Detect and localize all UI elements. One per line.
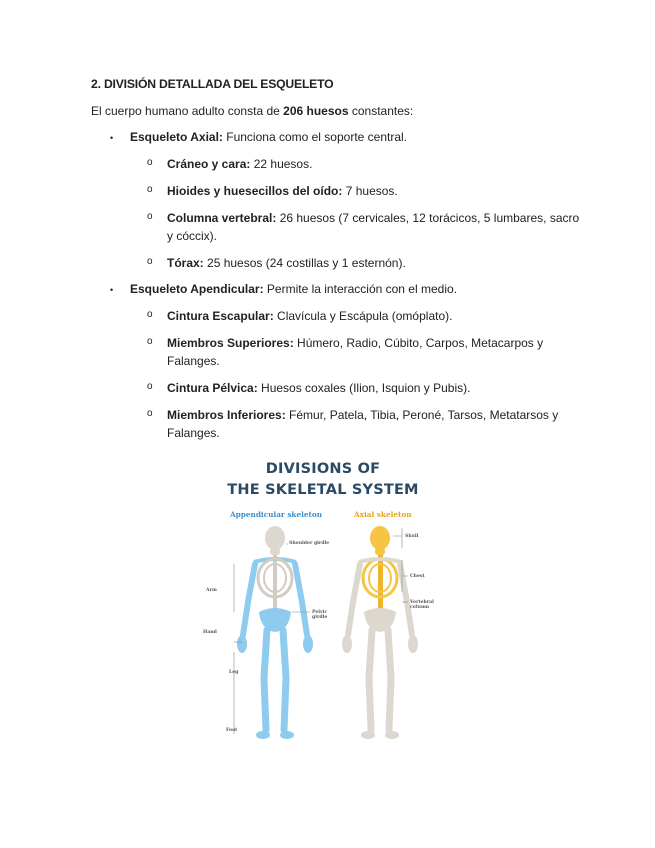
list-item-torax bbox=[167, 254, 587, 272]
item-label: Cráneo y cara: bbox=[167, 157, 251, 171]
item-label: Cintura Pélvica: bbox=[167, 381, 258, 395]
figure-title-line2: THE SKELETAL SYSTEM bbox=[227, 482, 419, 498]
item-label: Miembros Inferiores: bbox=[167, 408, 286, 422]
list-item-axial bbox=[130, 128, 600, 146]
section-heading: 2. DIVISIÓN DETALLADA DEL ESQUELETO bbox=[91, 77, 334, 91]
item-text: Funciona como el soporte central. bbox=[222, 130, 408, 144]
list-item-hioides bbox=[167, 182, 587, 200]
sub-bullet-icon: o bbox=[147, 309, 153, 320]
item-label: Cintura Escapular: bbox=[167, 309, 274, 323]
list-item-cintura-escapular bbox=[167, 307, 587, 325]
callout-vertebral-column: Vertebral column bbox=[410, 600, 434, 610]
item-text: Fémur, Patela, Tibia, Peroné, Tarsos, Metatarsos y Falanges. bbox=[167, 408, 559, 440]
sub-bullet-icon: o bbox=[147, 184, 153, 195]
item-text: 25 huesos (24 costillas y 1 esternón). bbox=[203, 256, 406, 270]
list-item-miembros-superiores bbox=[167, 334, 587, 370]
sub-bullet-icon: o bbox=[147, 408, 153, 419]
callout-arm: Arm bbox=[206, 588, 217, 593]
item-label: Columna vertebral: bbox=[167, 211, 277, 225]
item-label: Miembros Superiores: bbox=[167, 336, 294, 350]
axial-skeleton bbox=[342, 526, 418, 739]
callout-leg: Leg bbox=[229, 670, 239, 675]
list-item-craneo bbox=[167, 155, 587, 173]
sub-bullet-icon: o bbox=[147, 381, 153, 392]
item-label: Esqueleto Apendicular: bbox=[130, 282, 264, 296]
callout-shoulder-girdle: Shoulder girdle bbox=[289, 541, 330, 546]
item-text: Húmero, Radio, Cúbito, Carpos, Metacarpos y Falanges. bbox=[167, 336, 544, 368]
intro-bold: 206 huesos bbox=[283, 104, 349, 118]
intro-tail: constantes: bbox=[348, 104, 414, 118]
list-item-columna bbox=[167, 209, 587, 245]
callout-chest: Chest bbox=[410, 574, 425, 579]
item-text: 7 huesos. bbox=[342, 184, 398, 198]
bullet-icon: • bbox=[110, 285, 114, 295]
figure-title-line1: DIVISIONS OF bbox=[265, 461, 381, 477]
sub-bullet-icon: o bbox=[147, 157, 153, 168]
callout-skull: Skull bbox=[405, 534, 419, 539]
bullet-icon: • bbox=[110, 133, 114, 143]
list-item-apendicular bbox=[130, 280, 600, 298]
intro-text: El cuerpo humano adulto consta de bbox=[91, 104, 284, 118]
appendicular-label: Appendicular skeleton bbox=[230, 510, 323, 519]
list-item-miembros-inferiores bbox=[167, 406, 587, 442]
item-text: Permite la interacción con el medio. bbox=[263, 282, 458, 296]
skeletal-system-figure bbox=[188, 452, 458, 752]
item-text: Clavícula y Escápula (omóplato). bbox=[273, 309, 453, 323]
callout-hand: Hand bbox=[203, 630, 217, 635]
callout-foot: Foot bbox=[226, 728, 238, 733]
sub-bullet-icon: o bbox=[147, 256, 153, 267]
item-label: Hioides y huesecillos del oído: bbox=[167, 184, 343, 198]
sub-bullet-icon: o bbox=[147, 211, 153, 222]
callout-pelvic-girdle: Pelvic girdle bbox=[312, 610, 328, 620]
sub-bullet-icon: o bbox=[147, 336, 153, 347]
item-label: Tórax: bbox=[167, 256, 204, 270]
item-label: Esqueleto Axial: bbox=[130, 130, 223, 144]
item-text: 26 huesos (7 cervicales, 12 torácicos, 5 lumbares, sacro y cóccix). bbox=[167, 211, 580, 243]
appendicular-skeleton bbox=[234, 526, 313, 739]
item-text: Huesos coxales (Ilion, Isquion y Pubis). bbox=[257, 381, 471, 395]
list-item-cintura-pelvica bbox=[167, 379, 587, 397]
intro-paragraph bbox=[91, 104, 413, 118]
axial-label: Axial skeleton bbox=[354, 510, 412, 519]
item-text: 22 huesos. bbox=[250, 157, 313, 171]
